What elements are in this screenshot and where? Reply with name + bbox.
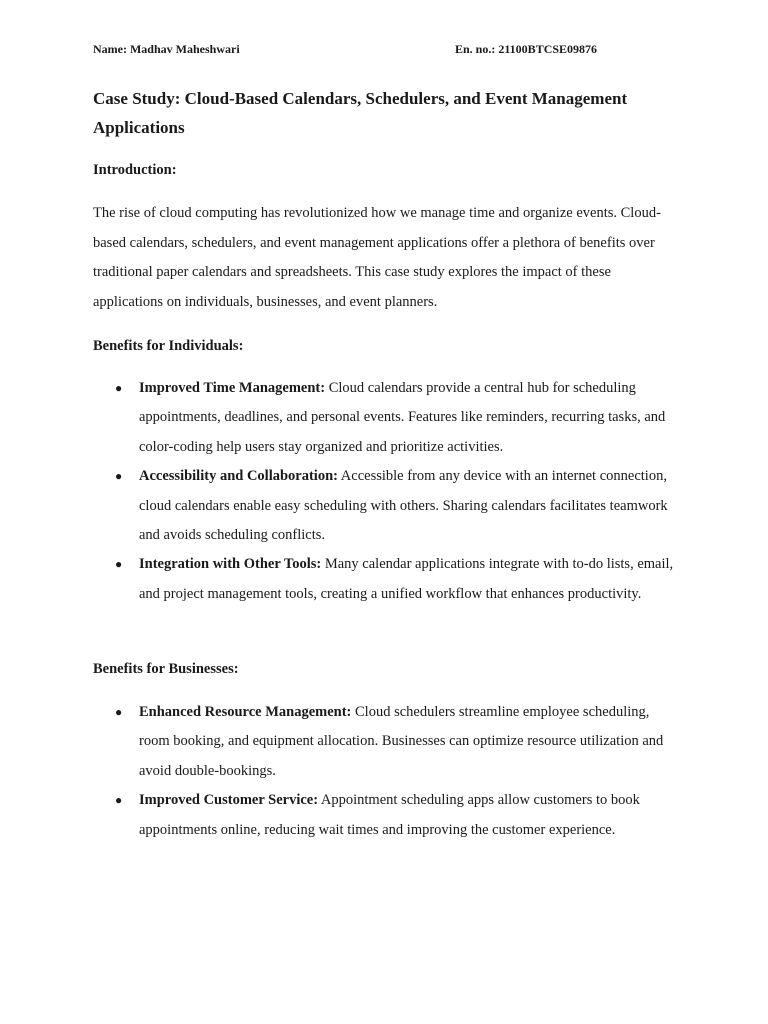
enrollment-number: En. no.: 21100BTCSE09876 [455, 42, 598, 56]
list-item [93, 462, 693, 550]
bullet-icon: ● [115, 469, 123, 484]
individuals-list [93, 374, 693, 609]
list-item-lead: Accessibility and Collaboration: [139, 468, 338, 485]
list-item-text: Cloud calendars provide a central hub for scheduling appointments, deadlines, and personal events. Features like reminders, recurring tasks, and color-coding help users stay organized and prioritize activities. [139, 380, 666, 455]
list-item-lead: Improved Customer Service: [139, 792, 319, 809]
list-item [93, 786, 693, 845]
list-item-lead: Integration with Other Tools: [139, 556, 322, 573]
bullet-icon: ● [115, 381, 123, 395]
list-item [93, 550, 693, 609]
list-item [93, 698, 693, 786]
introduction-paragraph: The rise of cloud computing has revolutionized how we manage time and organize events. Cloud-based calendars, schedulers, and event management applications offer a plethora of benefits over traditional paper calendars and spreadsheets. This case study explores the impact of these applications on individuals, businesses, and event planners. [93, 205, 661, 310]
businesses-heading: Benefits for Businesses: [93, 661, 239, 677]
bullet-icon: ● [115, 705, 123, 719]
list-item-lead: Improved Time Management: [139, 380, 326, 396]
list-item-text: Cloud schedulers streamline employee scheduling, room booking, and equipment allocation. Businesses can optimize resource utilization and avoid double-bookings. [139, 704, 664, 779]
document-title: Case Study: Cloud-Based Calendars, Schedulers, and Event Management Applications [93, 89, 628, 137]
list-item-lead: Enhanced Resource Management: [139, 704, 352, 720]
introduction-heading: Introduction: [93, 162, 177, 178]
list-item [93, 374, 693, 462]
businesses-list [93, 698, 693, 845]
list-item-text: Many calendar applications integrate with to-do lists, email, and project management tools, creating a unified workflow that enhances productivity. [139, 556, 674, 602]
list-item-text: Accessible from any device with an internet connection, cloud calendars enable easy scheduling with others. Sharing calendars facilitates teamwork and avoids scheduling conflicts. [139, 468, 668, 544]
student-name: Name: Madhav Maheshwari [93, 42, 240, 56]
individuals-heading: Benefits for Individuals: [93, 338, 244, 354]
bullet-icon: ● [115, 793, 123, 808]
list-item-text: Appointment scheduling apps allow customers to book appointments online, reducing wait times and improving the customer experience. [139, 792, 640, 838]
bullet-icon: ● [115, 557, 123, 572]
